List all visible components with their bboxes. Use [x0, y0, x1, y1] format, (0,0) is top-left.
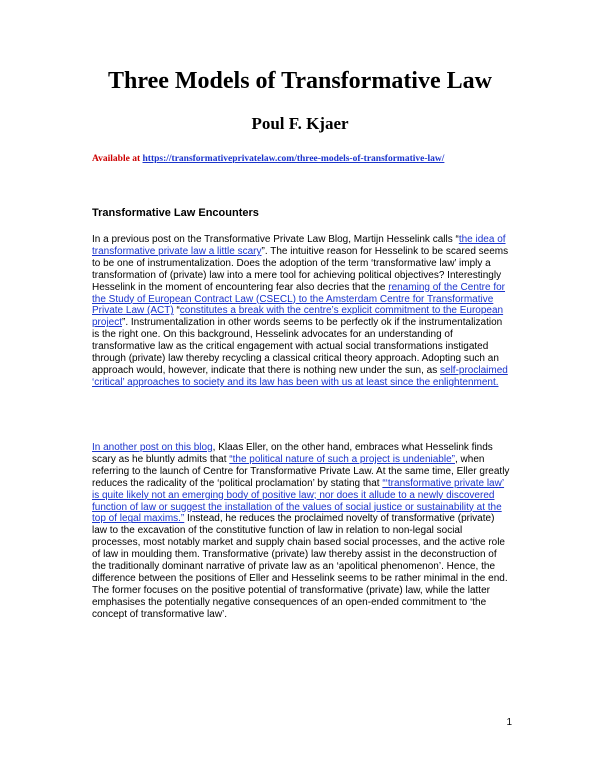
availability-line — [92, 153, 444, 166]
p1-text-1: In a previous post on the Transformative Private Law Blog, Martijn Hesselink calls “ — [92, 234, 459, 245]
link-renaming-centre[interactable]: renaming of the Centre for the Study of European Contract Law (CSECL) to the Amsterdam Centre for Transformative Private Law (ACT) — [92, 281, 506, 317]
link-break-commitment[interactable]: constitutes a break with the centre’s explicit commitment to the European project — [92, 305, 504, 329]
p1-text-2: ”. The intuitive reason for Hesselink to be scared seems to be one of instrumentalization. Does the adoption of the term ‘transformative law’ imply a transformation of (private) law into a mere tool for achieving political objectives? Interestingly Hesselink in the moment of encountering fear also decries that the — [92, 245, 509, 293]
paragraph-1 — [92, 234, 512, 389]
source-link[interactable]: https://transformativeprivatelaw.com/three-models-of-transformative-law/ — [142, 154, 445, 164]
section-heading: Transformative Law Encounters — [92, 207, 259, 219]
available-label: Available at — [92, 154, 143, 164]
p2-text-2: , when referring to the launch of Centre for Transformative Private Law. At the same time, Eller greatly reduces the radicality of the ‘political proclamation’ by stating that — [92, 453, 510, 489]
link-critical-approaches[interactable]: self-proclaimed ‘critical’ approaches to society and its law has been with us at least since the enlightenment. — [92, 364, 508, 388]
p1-text-3: “ — [173, 305, 180, 317]
page-number: 1 — [506, 717, 512, 728]
link-transformative-private-law-quote[interactable]: “‘transformative private law’ is quite likely not an emerging body of positive law; nor does it allude to a newly discovered function of law or suggest the installation of the values of social justice or sustainability at the top of legal maxims.” — [92, 477, 505, 525]
link-another-post[interactable]: In another post on this blog — [92, 442, 213, 453]
p2-text-3: Instead, he reduces the proclaimed novelty of transformative (private) law to the excavation of the constitutive function of law in relation to non-legal social processes, most notably market and supply chain based social processes, and the active role of law in moulding them. Transformative (private) law thereby assist in the deconstruction of the traditionally dominant narrative of private law as an ‘apolitical phenomenon’. Hence, the difference between the positions of Eller and Hesselink seems to be rather minimal in the end. The former focuses on the positive potential of transformative (private) law, while the latter emphasises the potentially negative consequences of an open-ended commitment to ‘the concept of transformative law’. — [92, 513, 508, 620]
document-title: Three Models of Transformative Law — [108, 68, 492, 94]
link-political-nature[interactable]: “the political nature of such a project is undeniable” — [229, 453, 455, 465]
paragraph-2 — [92, 442, 512, 621]
p1-text-4: ”. Instrumentalization in other words seems to be perfectly ok if the instrumentalization is the right one. On this background, Hesselink advocates for an understanding of transformative law as the critical engagement with actual social transformations instigated through (private) law thereby recycling a classical critical theory approach. Adopting such an approach would, however, indicate that there is nothing new under the sun, as — [92, 317, 503, 376]
link-scary-idea[interactable]: the idea of transformative private law a little scary — [92, 234, 506, 257]
author-name: Poul F. Kjaer — [251, 114, 349, 133]
p2-text-1: , Klaas Eller, on the other hand, embraces what Hesselink finds scary as he bluntly admits that — [92, 442, 493, 465]
